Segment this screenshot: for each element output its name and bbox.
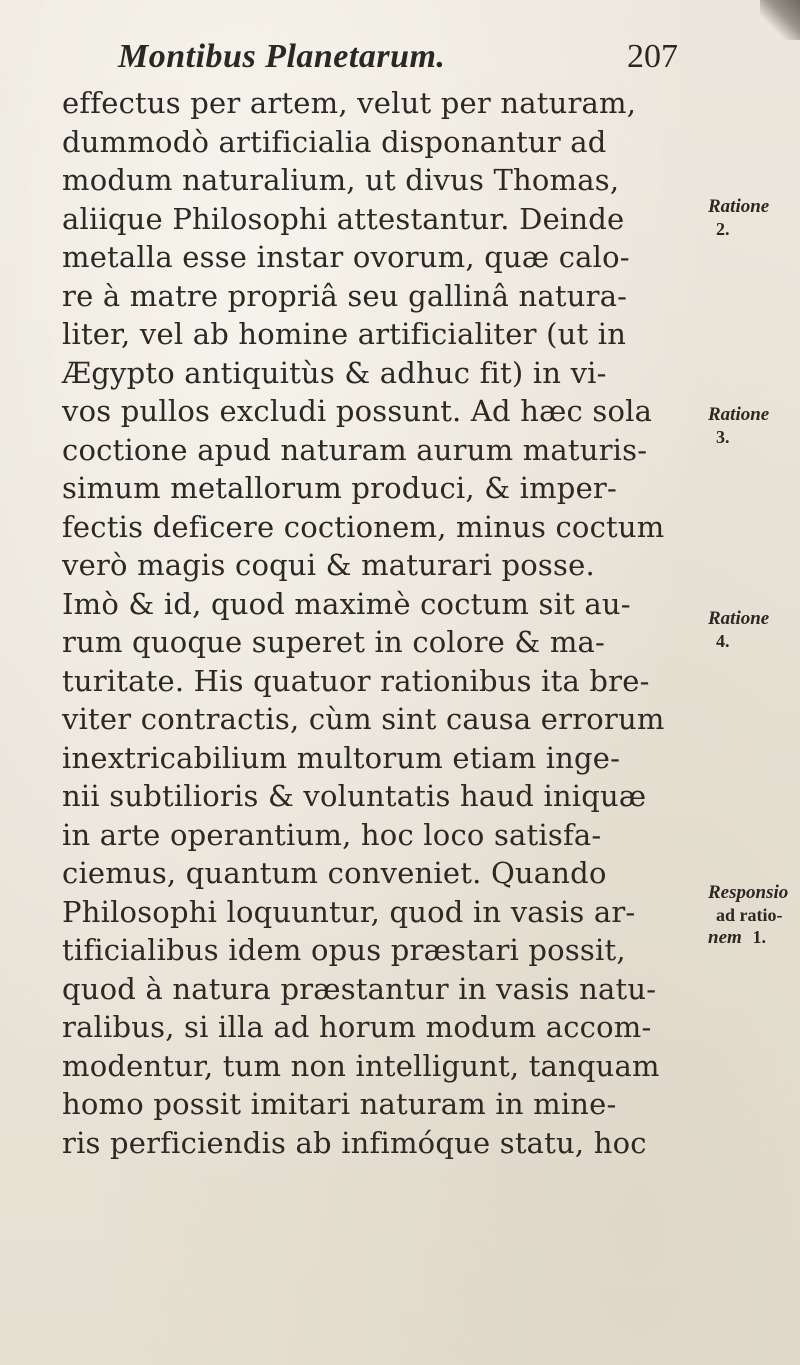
text-line: in arte operantium, hoc loco satisfa- bbox=[62, 817, 602, 852]
page-number: 207 bbox=[627, 38, 678, 75]
margin-note bbox=[708, 404, 769, 448]
text-line: Imò & id, quod maximè coctum sit au- bbox=[62, 586, 631, 621]
text-line: fectis deficere coctionem, minus coctum bbox=[62, 509, 665, 544]
body-text bbox=[62, 84, 702, 1162]
text-line: re à matre propriâ seu gallinâ natura- bbox=[62, 278, 628, 313]
margin-note bbox=[708, 926, 766, 949]
text-line: ris perficiendis ab infimóque statu, hoc bbox=[62, 1125, 647, 1160]
margin-note-number: 3. bbox=[716, 427, 730, 447]
text-line: simum metallorum produci, & imper- bbox=[62, 471, 617, 505]
margin-note-number: ad ratio- bbox=[716, 905, 783, 925]
text-line: coctione apud naturam aurum maturis- bbox=[62, 432, 648, 467]
text-line: Philosophi loquuntur, quod in vasis ar- bbox=[62, 894, 636, 929]
text-line: modentur, tum non intelligunt, tanquam bbox=[62, 1048, 660, 1083]
margin-note-label: Responsio bbox=[708, 882, 789, 903]
text-line: aliique Philosophi attestantur. Deinde bbox=[62, 201, 625, 236]
text-line: rum quoque superet in colore & ma- bbox=[62, 625, 606, 659]
margin-note bbox=[708, 882, 788, 926]
text-line: metalla esse instar ovorum, quæ calo- bbox=[62, 240, 630, 274]
text-line: liter, vel ab homine artificialiter (ut in bbox=[62, 317, 627, 351]
text-line: tificialibus idem opus præstari possit, bbox=[62, 933, 626, 967]
margin-note-label: nem bbox=[708, 927, 742, 948]
margin-note bbox=[708, 608, 769, 652]
text-line: viter contractis, cùm sint causa errorum bbox=[62, 702, 665, 736]
text-line: vos pullos excludi possunt. Ad hæc sola bbox=[62, 394, 653, 428]
text-line: verò magis coqui & maturari posse. bbox=[62, 548, 595, 582]
margin-note bbox=[708, 196, 769, 240]
text-line: homo possit imitari naturam in mine- bbox=[62, 1087, 617, 1121]
text-line: quod à natura præstantur in vasis natu- bbox=[62, 971, 657, 1006]
text-line: effectus per artem, velut per naturam, bbox=[62, 86, 637, 120]
text-line: turitate. His quatuor rationibus ita bre- bbox=[62, 663, 650, 698]
text-line: ciemus, quantum conveniet. Quando bbox=[62, 856, 607, 890]
margin-note-number: 1. bbox=[752, 927, 767, 947]
page-header bbox=[118, 38, 678, 88]
margin-note-number: 2. bbox=[716, 219, 730, 239]
running-title: Montibus Planetarum. bbox=[118, 38, 446, 75]
page-corner-shadow bbox=[760, 0, 800, 40]
text-line: dummodò artificialia disponantur ad bbox=[62, 124, 607, 159]
text-line: nii subtilioris & voluntatis haud iniquæ bbox=[62, 779, 647, 813]
margin-note-label: Ratione bbox=[708, 404, 770, 425]
margin-note-number: 4. bbox=[716, 631, 730, 651]
text-line: Ægypto antiquitùs & adhuc fit) in vi- bbox=[62, 355, 607, 390]
text-line: ralibus, si illa ad horum modum accom- bbox=[62, 1010, 652, 1044]
text-line: inextricabilium multorum etiam inge- bbox=[62, 740, 621, 775]
text-line: modum naturalium, ut divus Thomas, bbox=[62, 163, 620, 197]
margin-note-label: Ratione bbox=[708, 196, 770, 217]
margin-note-label: Ratione bbox=[708, 608, 770, 629]
